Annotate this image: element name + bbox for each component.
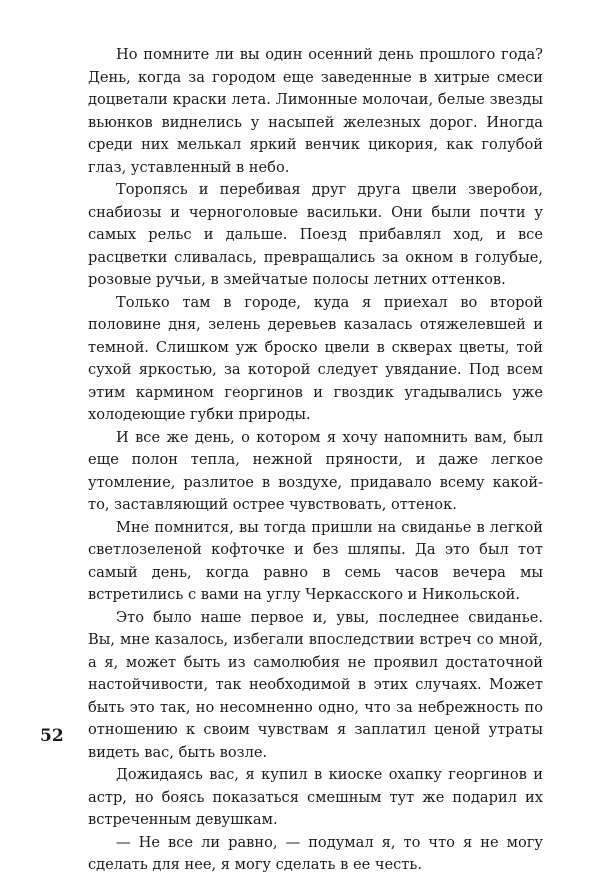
paragraph: — Не все ли равно, — подумал я, то что я не могу сделать для нее, я могу сделать в ее честь. [88,833,543,873]
paragraph: Мне помнится, вы тогда пришли на свиданье в легкой светлозеленой кофточке и без шляпы. Да это был тот самый день, когда равно в семь часов вечера мы встретились с вами на углу Черкасского и Никольской. [88,518,543,603]
paragraph: Это было наше первое и, увы, последнее свиданье. Вы, мне казалось, избегали впоследствии встреч со мной, а я, может быть из самолюбия не проявил достаточной настойчивости, так необходимой в этих случаях. Может быть это так, но несомненно одно, что за небрежность по отношению к своим чувствам я заплатил ценой утраты видеть вас, быть возле. [88,608,543,761]
paragraph: Но помните ли вы один осенний день прошлого года? День, когда за городом еще заведенные в хитрые смеси доцветали краски лета. Лимонные молочаи, белые звезды вьюнков виднелись у насыпей железных дорог. Иногда среди них мелькал яркий венчик цикория, как голубой глаз, уставленный в небо. [88,46,543,176]
paragraph: Только там в городе, куда я приехал во второй половине дня, зелень деревьев казалась отяжелевшей и темной. Слишком уж броско цвели в скверах цветы, той сухой яркостью, за которой следует увядание. Под всем этим кармином георгинов и гвоздик угадывались уже холодеющие губки природы. [88,293,543,423]
paragraph: И все же день, о котором я хочу напомнить вам, был еще полон тепла, нежной пряности, и даже легкое утомление, разлитое в воздухе, придавало всему какой-то, заставляющий острее чувствовать, оттенок. [88,428,543,513]
page-text [88,44,543,877]
page-number: 52 [40,726,64,746]
paragraph: Дожидаясь вас, я купил в киоске охапку георгинов и астр, но боясь показаться смешным тут же подарил их встреченным девушкам. [88,766,543,828]
paragraph: Торопясь и перебивая друг друга цвели зверобои, снабиозы и черноголовые васильки. Они были почти у самых рельс и дальше. Поезд прибавлял ход, и все расцветки сливалась, превращались за окном в голубые, розовые ручьи, в змейчатые полосы летних оттенков. [88,181,543,288]
